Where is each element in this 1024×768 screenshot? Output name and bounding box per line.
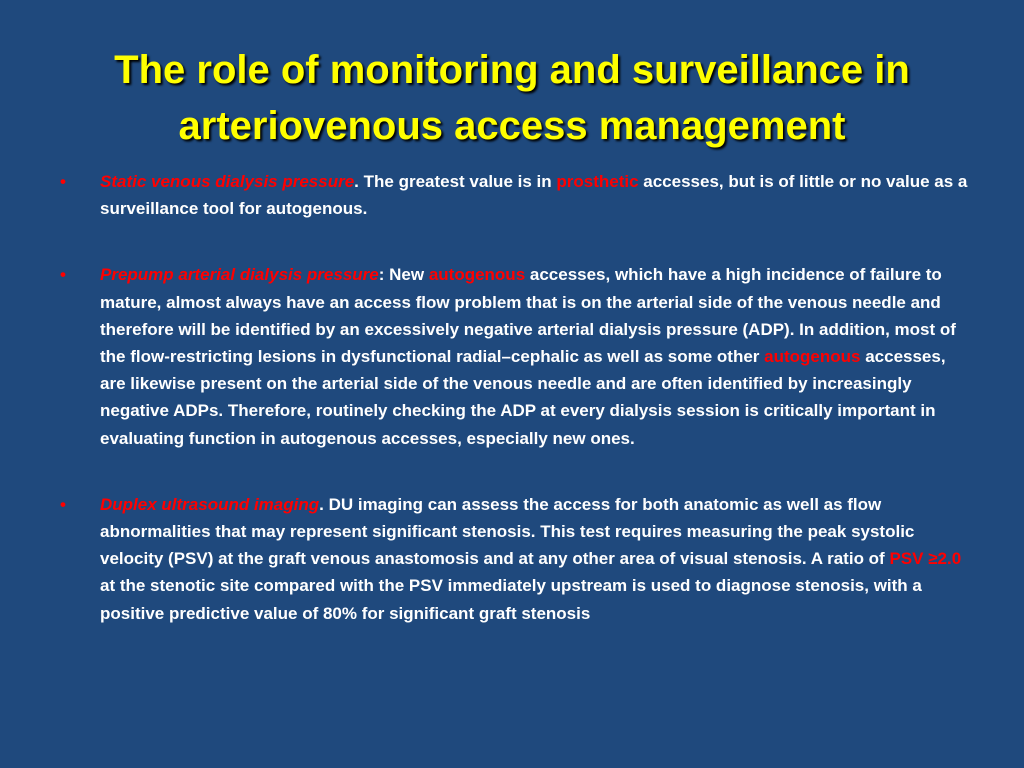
bullet-term: Duplex ultrasound imaging: [100, 494, 320, 514]
bullet-dot-icon: •: [60, 494, 66, 514]
bullet-highlight: PSV ≥2.0: [889, 549, 962, 569]
bullet-highlight: autogenous: [428, 265, 526, 285]
bullet-duplex-ultrasound: [60, 491, 970, 627]
bullet-static-venous-pressure: [60, 168, 970, 222]
slide-title-line-2: arteriovenous access management: [178, 104, 846, 148]
bullet-list: [60, 168, 970, 666]
bullet-prepump-arterial-pressure: [60, 261, 970, 451]
bullet-text: . The greatest value is in: [354, 172, 557, 191]
bullet-text: accesses, which have a high incidence of failure to mature, almost always have an access flow problem that is on the arterial side of the venous needle and therefore will be identified by an excessively negative arterial dialysis pressure (ADP). In addition, most of the flow-restricting lesions in dysfunctional radial–cephalic as well as some other: [100, 265, 956, 367]
bullet-highlight: autogenous: [764, 347, 861, 367]
bullet-term: Static venous dialysis pressure: [100, 172, 355, 191]
slide-title-line-1: The role of monitoring and surveillance in: [114, 48, 910, 92]
bullet-text: . DU imaging can assess the access for both anatomic as well as flow abnormalities that may represent significant stenosis. This test requires measuring the peak systolic velocity (PSV) at the graft venous anastomosis and at any other area of visual stenosis. A ratio of: [100, 494, 915, 569]
slide-title: [40, 42, 984, 154]
bullet-text: accesses, but is of little or no value as a surveillance tool for autogenous.: [100, 172, 968, 219]
bullet-text: : New: [378, 265, 429, 285]
bullet-text: accesses, are likewise present on the arterial side of the venous needle and are often identified by increasingly negative ADPs. Therefore, routinely checking the ADP at every dialysis session is critically important in evaluating function in autogenous accesses, especially new ones.: [100, 347, 946, 448]
bullet-text: at the stenotic site compared with the PSV immediately upstream is used to diagnose stenosis, with a positive predictive value of 80% for significant graft stenosis: [100, 576, 922, 623]
bullet-highlight: prosthetic: [556, 172, 639, 191]
bullet-dot-icon: •: [60, 172, 66, 191]
bullet-term: Prepump arterial dialysis pressure: [100, 265, 379, 285]
bullet-dot-icon: •: [60, 265, 66, 285]
